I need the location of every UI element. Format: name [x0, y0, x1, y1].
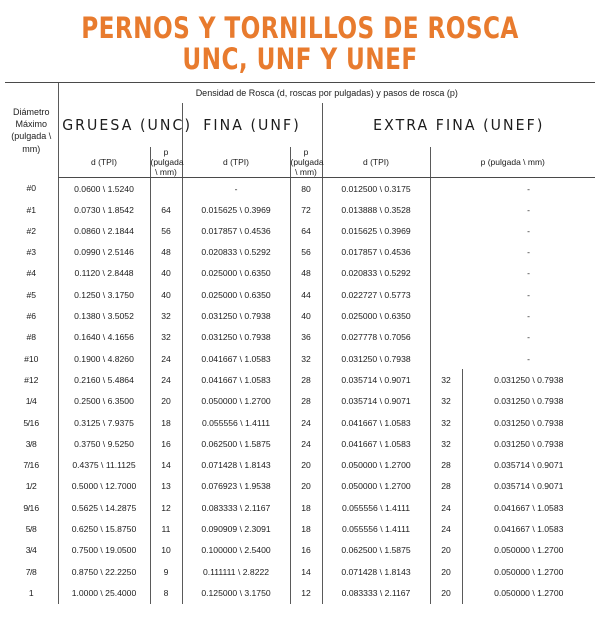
cell-unf-pitch: 0.022727 \ 0.5773	[322, 284, 430, 305]
cell-unf-pitch: 0.035714 \ 0.9071	[322, 391, 430, 412]
cell-unef-pitch: 0.031250 \ 0.7938	[462, 433, 595, 454]
cell-unef-tpi: 20	[430, 561, 462, 582]
cell-unf-tpi: 40	[290, 305, 322, 326]
cell-unc-tpi: 40	[150, 263, 182, 284]
cell-unef-tpi	[430, 242, 462, 263]
cell-unf-pitch: 0.012500 \ 0.3175	[322, 178, 430, 199]
cell-diameter: 0.5000 \ 12.7000	[58, 476, 150, 497]
cell-unef-tpi	[430, 199, 462, 220]
cell-unef-tpi	[430, 327, 462, 348]
cell-unc-pitch: 0.015625 \ 0.3969	[182, 199, 290, 220]
cell-size: #5	[26, 289, 37, 300]
table-row	[5, 220, 595, 241]
cell-size: 5/8	[25, 524, 37, 535]
cell-unc-tpi: 40	[150, 284, 182, 305]
header-group-unef: EXTRA FINA (UNEF)	[330, 103, 587, 147]
cell-size: 1	[28, 587, 34, 598]
cell-unc-pitch: 0.083333 \ 2.1167	[182, 497, 290, 518]
cell-unf-pitch: 0.015625 \ 0.3969	[322, 220, 430, 241]
cell-unf-tpi: 28	[290, 391, 322, 412]
cell-diameter: 0.7500 \ 19.0500	[58, 540, 150, 561]
header-unc-pitch: p (pulgada \ mm)	[150, 147, 184, 178]
cell-unef-tpi	[430, 305, 462, 326]
table-row	[5, 284, 595, 305]
cell-diameter: 0.1640 \ 4.1656	[58, 327, 150, 348]
cell-size: #2	[26, 225, 37, 236]
cell-unef-pitch: -	[527, 289, 530, 300]
table-row	[5, 369, 595, 390]
cell-unf-pitch: 0.083333 \ 2.1167	[322, 582, 430, 603]
header-group-unf: FINA (UNF)	[186, 103, 318, 147]
cell-size: 3/8	[25, 438, 37, 449]
cell-size: 1/4	[25, 396, 37, 407]
cell-diameter: 0.4375 \ 11.1125	[58, 455, 150, 476]
header-diameter-label-line2: (pulgada \ mm)	[11, 131, 52, 154]
cell-unf-pitch: 0.055556 \ 1.4111	[322, 497, 430, 518]
table-row	[5, 242, 595, 263]
cell-diameter: 0.1380 \ 3.5052	[58, 305, 150, 326]
cell-size: #12	[24, 374, 39, 385]
cell-unf-tpi: 80	[290, 178, 322, 199]
cell-unf-tpi: 28	[290, 369, 322, 390]
cell-unef-pitch: -	[527, 247, 530, 258]
cell-unef-pitch: 0.031250 \ 0.7938	[462, 369, 595, 390]
cell-unf-pitch: 0.050000 \ 1.2700	[322, 476, 430, 497]
table-row	[5, 327, 595, 348]
table-row	[5, 391, 595, 412]
cell-unef-tpi: 32	[430, 391, 462, 412]
cell-size: 5/16	[23, 417, 40, 428]
cell-unef-pitch: -	[527, 268, 530, 279]
cell-unf-tpi: 44	[290, 284, 322, 305]
cell-unc-pitch: 0.090909 \ 2.3091	[182, 518, 290, 539]
cell-unef-pitch: -	[527, 353, 530, 364]
cell-unef-tpi: 32	[430, 433, 462, 454]
cell-unef-tpi	[430, 348, 462, 369]
cell-unc-tpi: 24	[150, 348, 182, 369]
cell-size: #1	[26, 204, 37, 215]
cell-unef-tpi	[430, 220, 462, 241]
thread-spec-table	[5, 82, 595, 603]
header-span-row	[5, 83, 595, 104]
cell-unef-pitch: -	[527, 183, 530, 194]
cell-unef-tpi	[430, 284, 462, 305]
cell-unf-tpi: 20	[290, 476, 322, 497]
cell-unf-pitch: 0.041667 \ 1.0583	[322, 412, 430, 433]
cell-unc-tpi: 18	[150, 412, 182, 433]
cell-unf-pitch: 0.071428 \ 1.8143	[322, 561, 430, 582]
cell-unc-tpi: 20	[150, 391, 182, 412]
cell-unc-pitch: 0.071428 \ 1.8143	[182, 455, 290, 476]
cell-unf-tpi: 48	[290, 263, 322, 284]
cell-unef-pitch: 0.035714 \ 0.9071	[462, 455, 595, 476]
cell-unf-tpi: 72	[290, 199, 322, 220]
cell-diameter: 0.8750 \ 22.2250	[58, 561, 150, 582]
table-row	[5, 433, 595, 454]
cell-unc-pitch: 0.111111 \ 2.8222	[182, 561, 290, 582]
cell-unf-tpi: 24	[290, 433, 322, 454]
table-row	[5, 199, 595, 220]
cell-diameter: 0.2160 \ 5.4864	[58, 369, 150, 390]
header-unef-tpi: d (TPI)	[322, 147, 430, 178]
cell-unc-pitch: 0.100000 \ 2.5400	[182, 540, 290, 561]
cell-unef-pitch: -	[527, 311, 530, 322]
cell-diameter: 0.5625 \ 14.2875	[58, 497, 150, 518]
cell-unc-tpi	[150, 178, 182, 199]
cell-unc-tpi: 13	[150, 476, 182, 497]
cell-size: #3	[26, 247, 37, 258]
table-row	[5, 540, 595, 561]
cell-unf-pitch: 0.055556 \ 1.4111	[322, 518, 430, 539]
table-row	[5, 561, 595, 582]
table-row	[5, 178, 595, 199]
cell-unf-pitch: 0.031250 \ 0.7938	[322, 348, 430, 369]
cell-unef-pitch: -	[527, 332, 530, 343]
page-title-line-2: UNC, UNF Y UNEF	[182, 41, 418, 76]
cell-diameter: 0.0860 \ 2.1844	[58, 220, 150, 241]
cell-unc-tpi: 11	[150, 518, 182, 539]
cell-unc-pitch: 0.062500 \ 1.5875	[182, 433, 290, 454]
cell-unc-pitch: 0.050000 \ 1.2700	[182, 391, 290, 412]
cell-unf-tpi: 36	[290, 327, 322, 348]
cell-unf-tpi: 56	[290, 242, 322, 263]
cell-unc-tpi: 24	[150, 369, 182, 390]
cell-unc-tpi: 48	[150, 242, 182, 263]
cell-unf-pitch: 0.062500 \ 1.5875	[322, 540, 430, 561]
cell-unf-pitch: 0.013888 \ 0.3528	[322, 199, 430, 220]
cell-diameter: 0.3125 \ 7.9375	[58, 412, 150, 433]
cell-unef-pitch: 0.035714 \ 0.9071	[462, 476, 595, 497]
table-header	[5, 83, 595, 178]
cell-size: 7/16	[23, 460, 40, 471]
cell-unc-pitch: 0.055556 \ 1.4111	[182, 412, 290, 433]
header-density-span-label: Densidad de Rosca (d, roscas por pulgadas) y pasos de rosca (p)	[58, 83, 595, 104]
table-row	[5, 305, 595, 326]
cell-diameter: 0.3750 \ 9.5250	[58, 433, 150, 454]
cell-unef-tpi: 28	[430, 476, 462, 497]
header-group-row	[5, 103, 595, 147]
table-row	[5, 348, 595, 369]
cell-size: 1/2	[25, 481, 37, 492]
cell-unef-pitch: 0.031250 \ 0.7938	[462, 391, 595, 412]
cell-size: #0	[26, 183, 37, 194]
header-group-unc: GRUESA (UNC)	[62, 103, 179, 147]
cell-unf-pitch: 0.050000 \ 1.2700	[322, 455, 430, 476]
cell-diameter: 0.0600 \ 1.5240	[58, 178, 150, 199]
cell-diameter: 0.1250 \ 3.1750	[58, 284, 150, 305]
cell-unef-tpi	[430, 263, 462, 284]
cell-unf-pitch: 0.020833 \ 0.5292	[322, 263, 430, 284]
thread-spec-table-wrap	[5, 82, 595, 605]
cell-unf-tpi: 32	[290, 348, 322, 369]
cell-unf-tpi: 18	[290, 497, 322, 518]
cell-unc-tpi: 56	[150, 220, 182, 241]
cell-unc-tpi: 12	[150, 497, 182, 518]
cell-unef-tpi: 32	[430, 412, 462, 433]
cell-unc-tpi: 16	[150, 433, 182, 454]
table-row	[5, 497, 595, 518]
table-row	[5, 455, 595, 476]
cell-unef-pitch: -	[527, 225, 530, 236]
cell-diameter: 0.2500 \ 6.3500	[58, 391, 150, 412]
header-sub-row	[5, 147, 595, 178]
cell-unef-tpi: 20	[430, 540, 462, 561]
cell-unc-tpi: 10	[150, 540, 182, 561]
cell-unf-tpi: 12	[290, 582, 322, 603]
cell-size: 7/8	[25, 566, 37, 577]
cell-size: 3/4	[25, 545, 37, 556]
cell-unef-pitch: 0.041667 \ 1.0583	[462, 518, 595, 539]
cell-unf-tpi: 14	[290, 561, 322, 582]
cell-unc-pitch: 0.020833 \ 0.5292	[182, 242, 290, 263]
header-diameter-cell	[5, 83, 58, 178]
cell-size: 9/16	[23, 502, 40, 513]
header-unf-tpi: d (TPI)	[182, 147, 290, 178]
cell-unc-pitch: -	[182, 178, 290, 199]
table-row	[5, 518, 595, 539]
cell-unc-pitch: 0.017857 \ 0.4536	[182, 220, 290, 241]
cell-unf-pitch: 0.035714 \ 0.9071	[322, 369, 430, 390]
cell-unef-pitch: 0.041667 \ 1.0583	[462, 497, 595, 518]
cell-diameter: 0.0990 \ 2.5146	[58, 242, 150, 263]
cell-unef-pitch: 0.031250 \ 0.7938	[462, 412, 595, 433]
cell-unef-tpi: 24	[430, 518, 462, 539]
cell-diameter: 1.0000 \ 25.4000	[58, 582, 150, 603]
cell-unf-tpi: 64	[290, 220, 322, 241]
cell-unc-pitch: 0.125000 \ 3.1750	[182, 582, 290, 603]
cell-unc-tpi: 8	[150, 582, 182, 603]
page-title	[0, 0, 600, 74]
cell-unf-tpi: 24	[290, 412, 322, 433]
cell-diameter: 0.6250 \ 15.8750	[58, 518, 150, 539]
cell-unc-pitch: 0.031250 \ 0.7938	[182, 327, 290, 348]
table-row	[5, 476, 595, 497]
cell-unef-pitch: 0.050000 \ 1.2700	[462, 561, 595, 582]
cell-unc-pitch: 0.025000 \ 0.6350	[182, 263, 290, 284]
header-diameter-label-line1: Diámetro Máximo	[12, 107, 50, 130]
header-unc-tpi: d (TPI)	[58, 147, 150, 178]
cell-unf-tpi: 18	[290, 518, 322, 539]
cell-unf-pitch: 0.025000 \ 0.6350	[322, 305, 430, 326]
cell-unc-tpi: 14	[150, 455, 182, 476]
cell-unef-pitch: 0.050000 \ 1.2700	[462, 582, 595, 603]
cell-unf-pitch: 0.017857 \ 0.4536	[322, 242, 430, 263]
cell-unf-tpi: 20	[290, 455, 322, 476]
header-unf-pitch: p (pulgada \ mm)	[290, 147, 324, 178]
cell-unc-pitch: 0.025000 \ 0.6350	[182, 284, 290, 305]
cell-unc-pitch: 0.041667 \ 1.0583	[182, 369, 290, 390]
cell-diameter: 0.0730 \ 1.8542	[58, 199, 150, 220]
cell-unf-tpi: 16	[290, 540, 322, 561]
cell-unef-tpi: 20	[430, 582, 462, 603]
header-unef-pitch: p (pulgada \ mm)	[430, 147, 595, 178]
cell-diameter: 0.1120 \ 2.8448	[58, 263, 150, 284]
table-body	[5, 178, 595, 604]
cell-unc-pitch: 0.076923 \ 1.9538	[182, 476, 290, 497]
cell-size: #4	[26, 268, 37, 279]
cell-unc-tpi: 32	[150, 327, 182, 348]
cell-diameter: 0.1900 \ 4.8260	[58, 348, 150, 369]
cell-size: #6	[26, 311, 37, 322]
table-row	[5, 412, 595, 433]
cell-unc-pitch: 0.031250 \ 0.7938	[182, 305, 290, 326]
cell-unc-tpi: 9	[150, 561, 182, 582]
cell-unf-pitch: 0.041667 \ 1.0583	[322, 433, 430, 454]
cell-unc-tpi: 32	[150, 305, 182, 326]
cell-unef-pitch: 0.050000 \ 1.2700	[462, 540, 595, 561]
cell-unef-pitch: -	[527, 204, 530, 215]
cell-unef-tpi: 32	[430, 369, 462, 390]
cell-size: #10	[24, 353, 39, 364]
cell-unef-tpi: 24	[430, 497, 462, 518]
table-row	[5, 582, 595, 603]
cell-unc-pitch: 0.041667 \ 1.0583	[182, 348, 290, 369]
cell-unef-tpi	[430, 178, 462, 199]
cell-unc-tpi: 64	[150, 199, 182, 220]
page-title-line-1: PERNOS Y TORNILLOS DE ROSCA	[81, 11, 519, 45]
table-row	[5, 263, 595, 284]
cell-size: #8	[26, 332, 37, 343]
cell-unef-tpi: 28	[430, 455, 462, 476]
cell-unf-pitch: 0.027778 \ 0.7056	[322, 327, 430, 348]
